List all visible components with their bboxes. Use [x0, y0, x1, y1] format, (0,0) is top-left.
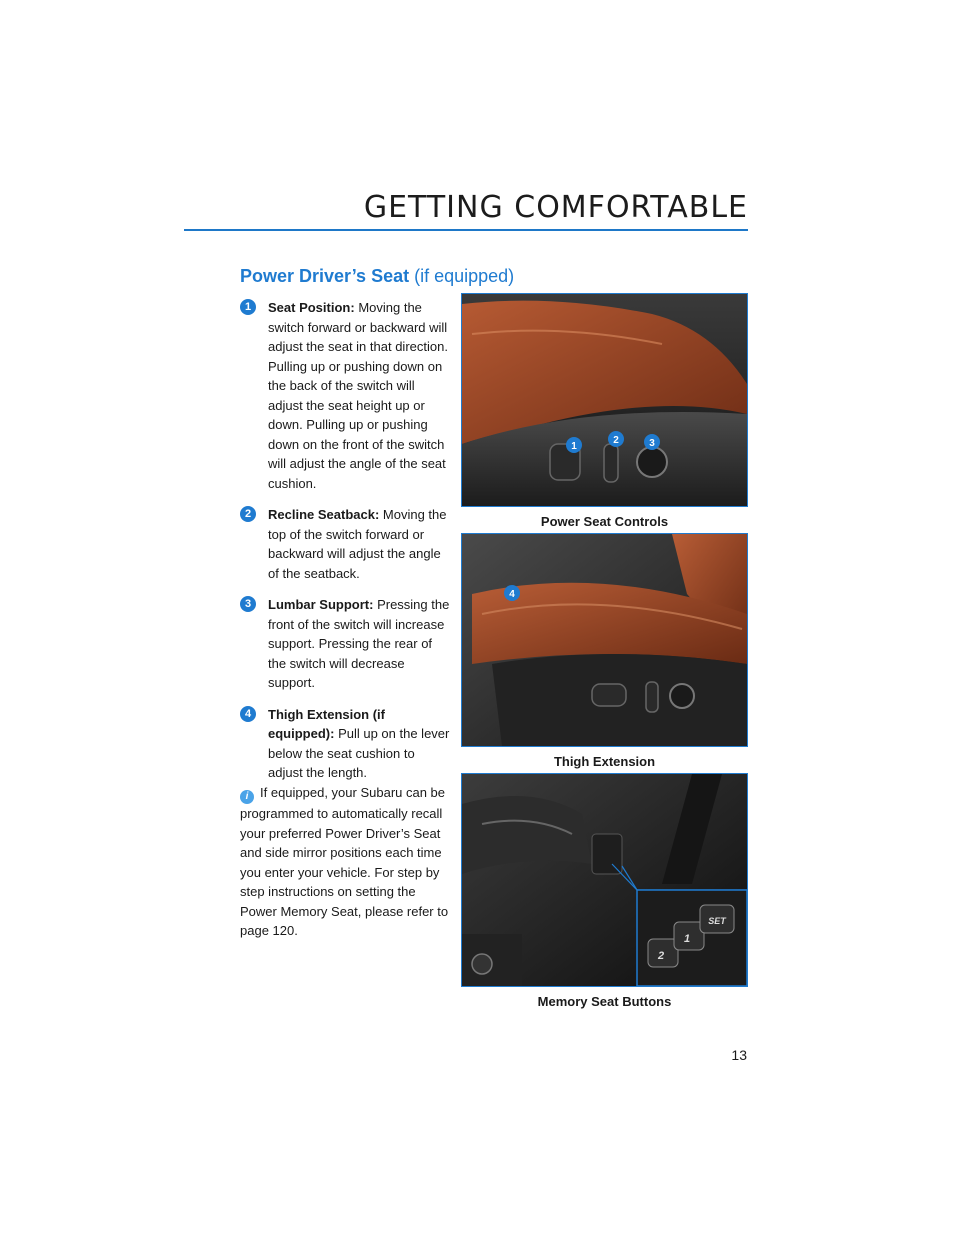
number-badge: 2 [240, 506, 256, 522]
marker-label-2: 2 [613, 435, 619, 446]
heading-subtitle: (if equipped) [414, 266, 515, 286]
item-title: Lumbar Support: [268, 597, 374, 612]
list-item [240, 705, 450, 783]
memory-buttons-caption: Memory Seat Buttons [537, 994, 672, 1009]
list-item [240, 595, 450, 693]
note-text: If equipped, your Subaru can be programmed to automatically recall your preferred Power Driver’s Seat and side mirror positions each time you enter your vehicle. For step by step instructions on setting the Power Memory Seat, please refer to page 120. [240, 785, 449, 938]
item-text: Moving the switch forward or backward will adjust the seat in that direction. Pulling up or pushing down on the back of the switch will adjust the seat height up or down. Pulling up or pushing down on the front of the switch will adjust the angle of the seat cushion. [268, 300, 448, 491]
marker-label-4: 4 [509, 589, 515, 600]
marker-label-3: 3 [649, 438, 655, 449]
number-badge: 1 [240, 299, 256, 315]
info-icon: i [240, 790, 254, 804]
heading-title: Power Driver’s Seat [240, 266, 410, 286]
thigh-extension-caption: Thigh Extension [553, 754, 656, 769]
item-text: Moving the top of the switch forward or backward will adjust the angle of the seatback. [268, 507, 447, 581]
seat-controls-caption: Power Seat Controls [540, 514, 669, 529]
memory-button-1-label: 1 [683, 933, 691, 945]
marker-label-1: 1 [571, 441, 577, 452]
instruction-list [240, 298, 450, 795]
item-title: Seat Position: [268, 300, 355, 315]
seat-controls-photo [461, 293, 748, 507]
number-badge: 3 [240, 596, 256, 612]
memory-seat-note [240, 783, 450, 941]
item-title: Recline Seatback: [268, 507, 380, 522]
memory-buttons-photo [461, 773, 748, 987]
item-text: Pressing the front of the switch will increase support. Pressing the rear of the switch will decrease support. [268, 597, 450, 690]
section-title: GETTING COMFORTABLE [363, 190, 748, 225]
memory-button-set-label: SET [708, 916, 726, 926]
number-badge: 4 [240, 706, 256, 722]
thigh-extension-photo [461, 533, 748, 747]
list-item [240, 298, 450, 493]
page-number: 13 [731, 1047, 747, 1063]
list-item [240, 505, 450, 583]
page-heading [240, 266, 514, 287]
header-rule [184, 229, 748, 231]
item-title: Thigh Extension (if equipped): [268, 706, 385, 741]
memory-button-2-label: 2 [657, 950, 665, 962]
item-text: Pull up on the lever below the seat cushion to adjust the length. [268, 726, 450, 780]
